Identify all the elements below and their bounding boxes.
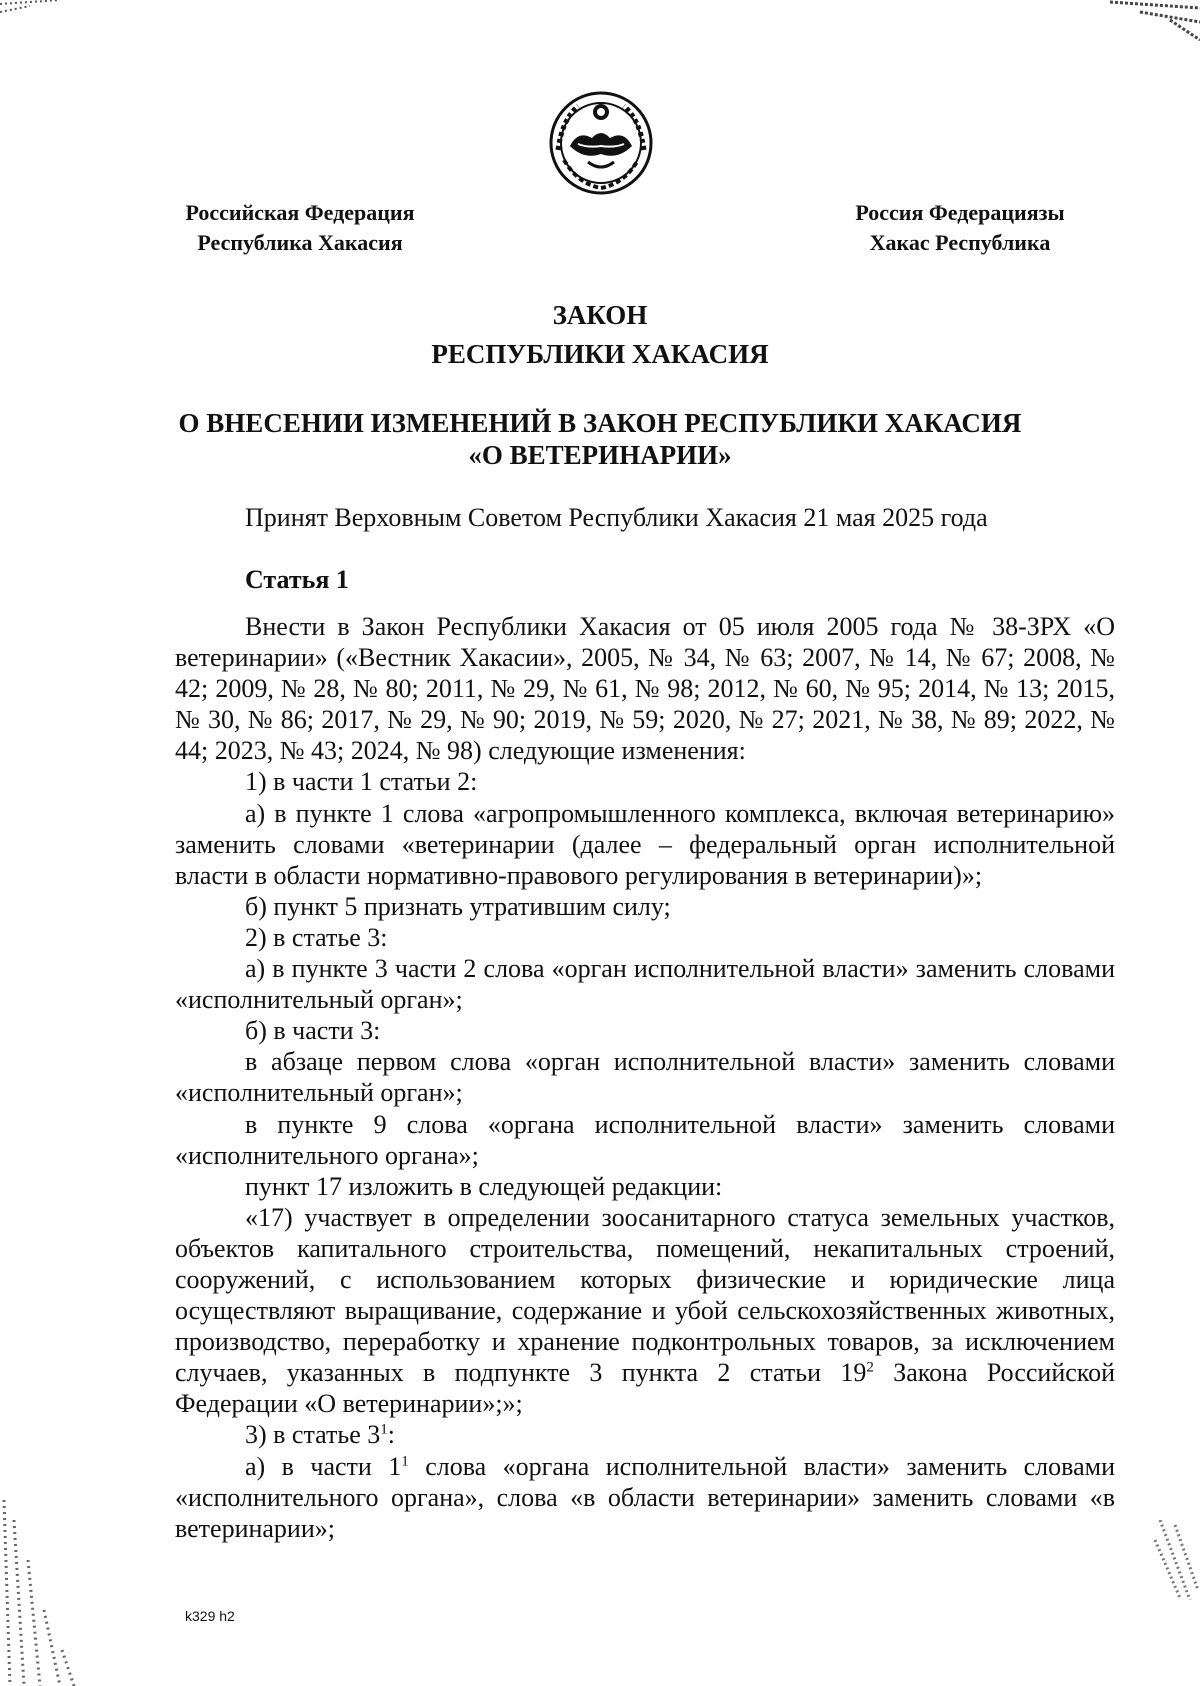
- header-right-line2: Хакас Республика: [869, 230, 1051, 255]
- item-2b: б) в части 3:: [245, 1016, 381, 1046]
- item-2b-paragraph17: пункт 17 изложить в следующей редакции:: [245, 1171, 723, 1201]
- item-2b-paragraph9: в пункте 9 слова «органа исполнительной власти» заменить словами «исполнительного органа»;: [175, 1109, 1115, 1170]
- article-body: [175, 611, 1115, 1544]
- item-3a-post: слова «органа исполнительной власти» заменить словами «исполнительного органа», слова «в области ветеринарии» заменить словами «в ветеринарии»;: [175, 1451, 1115, 1543]
- header-right: [835, 198, 1085, 258]
- adoption-note: Принят Верховным Советом Республики Хакасия 21 мая 2025 года: [245, 503, 988, 532]
- item-1a: а) в пункте 1 слова «агропромышленного комплекса, включая ветеринарию» заменить словами «ветеринарии (далее – федеральный орган исполнительной власти в области нормативно-правового регулирования в ветеринарии)»;: [175, 798, 1115, 890]
- header-left: [160, 198, 440, 258]
- item-17-tail: Закона Российской Федерации «О ветеринарии»;»;: [175, 1358, 1115, 1419]
- article-heading: Статья 1: [245, 565, 349, 594]
- header-left-line1: Российская Федерация: [185, 200, 415, 225]
- law-title: ЗАКОН: [552, 300, 648, 330]
- item-3a-pre: а) в части 1: [245, 1451, 402, 1481]
- item-1b: б) пункт 5 признать утратившим силу;: [245, 891, 671, 921]
- item-17-sup: 2: [866, 1359, 874, 1376]
- item-3-post: :: [387, 1420, 396, 1450]
- khakassia-coat-of-arms-icon: [548, 90, 654, 196]
- item-3a-sup: 1: [401, 1452, 409, 1469]
- header-left-line2: Республика Хакасия: [197, 230, 403, 255]
- law-subtitle-line2: «О ВЕТЕРИНАРИИ»: [468, 440, 732, 470]
- item-17-main: «17) участвует в определении зоосанитарного статуса земельных участков, объектов капитального строительства, помещений, некапитальных строений, сооружений, с использованием которых физические и юридические лица осуществляют выращивание, содержание и убой сельскохозяйственных животных, производство, переработку и хранение подконтрольных товаров, за исключением случаев, указанных в подпункте 3 пункта 2 статьи 19: [175, 1202, 1115, 1388]
- header-right-line1: Россия Федерациязы: [855, 200, 1065, 225]
- item-2: 2) в статье 3:: [245, 922, 388, 952]
- item-2b-paragraph1: в абзаце первом слова «орган исполнительной власти» заменить словами «исполнительный орган»;: [175, 1047, 1115, 1108]
- scan-noise-top-left: [0, 0, 70, 60]
- scan-noise-bottom-left: [0, 1500, 90, 1686]
- article-intro: Внести в Закон Республики Хакасия от 05 июля 2005 года № 38-ЗРХ «О ветеринарии» («Вестник Хакасии», 2005, № 34, № 63; 2007, № 14, № 67; 2008, № 42; 2009, № 28, № 80; 2011, № 29, № 61, № 98; 2012, № 60, № 95; 2014, № 13; 2015, № 30, № 86; 2017, № 29, № 90; 2019, № 59; 2020, № 27; 2021, № 38, № 89; 2022, № 44; 2023, № 43; 2024, № 98) следующие изменения:: [175, 612, 1115, 766]
- item-3a: [175, 1451, 1115, 1544]
- scan-noise-top-right: [1110, 0, 1200, 50]
- law-subtitle-line1: О ВНЕСЕНИИ ИЗМЕНЕНИЙ В ЗАКОН РЕСПУБЛИКИ ХАКАСИЯ: [178, 408, 1022, 438]
- document-code: k329 h2: [185, 1608, 235, 1624]
- item-3: [175, 1419, 1115, 1450]
- item-3-sup: 1: [380, 1421, 388, 1438]
- item-3-pre: 3) в статье 3: [245, 1420, 381, 1450]
- item-2a: а) в пункте 3 части 2 слова «орган исполнительной власти» заменить словами «исполнительный орган»;: [175, 954, 1115, 1015]
- item-17-text: [175, 1202, 1115, 1420]
- scan-noise-right: [1150, 1520, 1200, 1600]
- item-1: 1) в части 1 статьи 2:: [245, 767, 478, 797]
- law-title-republic: РЕСПУБЛИКИ ХАКАСИЯ: [431, 339, 769, 369]
